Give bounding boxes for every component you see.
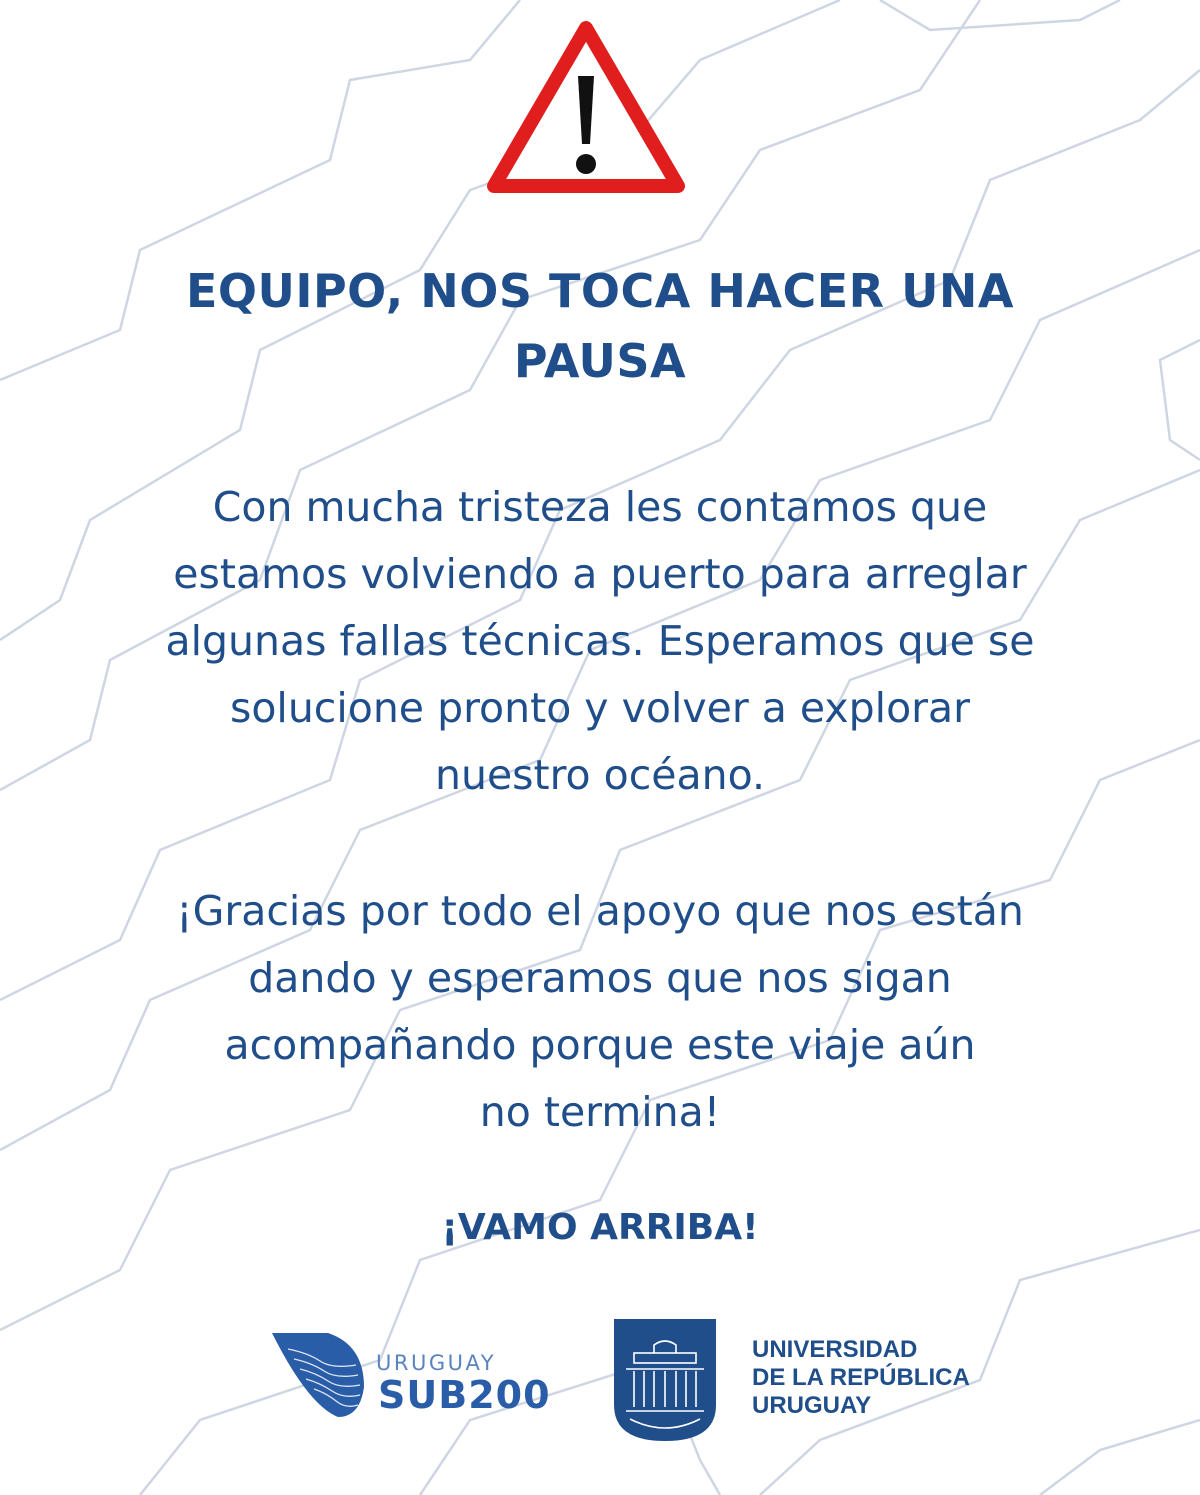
uruguay-sub200-logo	[268, 1325, 558, 1425]
paragraph-2-line: no termina!	[479, 1088, 721, 1136]
university-building-seal-icon	[614, 1319, 716, 1441]
headline-line-1: EQUIPO, NOS TOCA HACER UNA	[185, 264, 1015, 318]
paragraph-1-line: solucione pronto y volver a explorar	[229, 684, 970, 732]
paragraph-1-line: algunas fallas técnicas. Esperamos que se	[165, 617, 1035, 665]
university-name-line: URUGUAY	[752, 1392, 872, 1419]
paragraph-1-line: Con mucha tristeza les contamos que	[212, 483, 988, 531]
university-name	[752, 1336, 1012, 1420]
headline	[100, 256, 1100, 396]
headline-line-2: PAUSA	[513, 334, 687, 388]
paragraph-2-line: acompañando porque este viaje aún	[224, 1021, 976, 1069]
university-name-line: UNIVERSIDAD	[752, 1336, 918, 1363]
closing-cheer: ¡VAMO ARRIBA!	[441, 1207, 759, 1248]
paragraph-2-line: ¡Gracias por todo el apoyo que nos están	[176, 887, 1024, 935]
paragraph-2	[100, 878, 1100, 1146]
sub200-name-label: SUB200	[378, 1373, 551, 1417]
sub200-wave-mark-icon	[268, 1325, 368, 1425]
sub200-country-label: URUGUAY	[376, 1351, 497, 1375]
paragraph-1-line: nuestro océano.	[434, 751, 766, 799]
warning-triangle-icon	[486, 18, 686, 196]
paragraph-1	[100, 474, 1100, 809]
paragraph-1-line: estamos volviendo a puerto para arreglar	[173, 550, 1027, 598]
paragraph-2-line: dando y esperamos que nos sigan	[248, 954, 952, 1002]
university-name-line: DE LA REPÚBLICA	[752, 1364, 970, 1391]
